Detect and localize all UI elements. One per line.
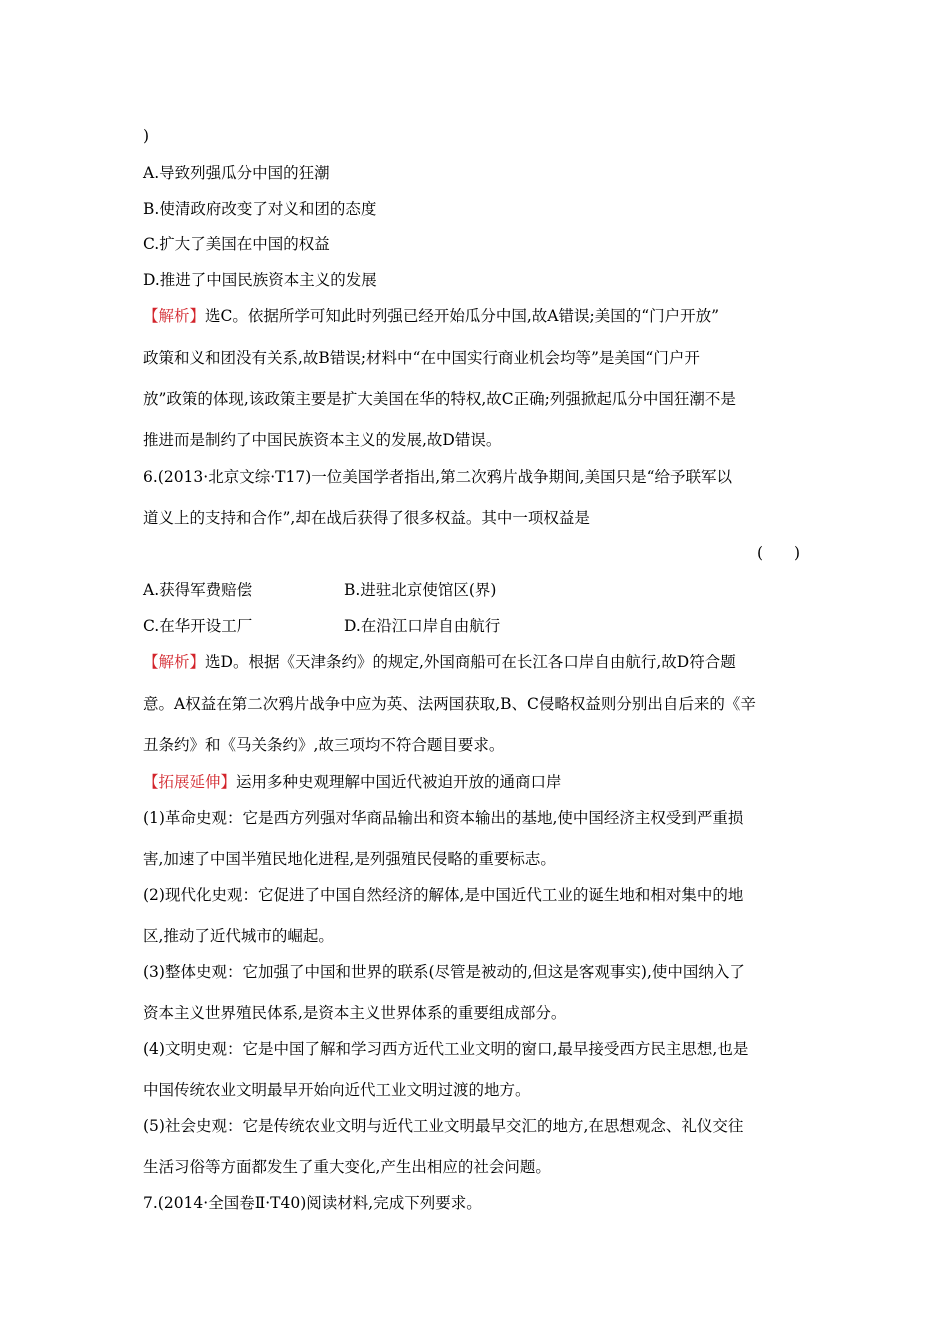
- q6-answer-bracket: ( ): [757, 544, 801, 562]
- q6-option-d: D.在沿江口岸自由航行: [344, 617, 501, 635]
- q6-extension-line-9: (5)社会史观：它是传统农业文明与近代工业文明最早交汇的地方,在思想观念、礼仪交往: [143, 1117, 744, 1135]
- q6-options-row-1: [143, 580, 813, 600]
- q5-analysis-text-1: 选C。依据所学可知此时列强已经开始瓜分中国,故A错误;美国的“门户开放”: [205, 307, 720, 325]
- q6-extension-line-5: (3)整体史观：它加强了中国和世界的联系(尽管是被动的,但这是客观事实),使中国纳入了: [143, 963, 745, 981]
- q6-analysis-text-1: 选D。根据《天津条约》的规定,外国商船可在长江各口岸自由航行,故D符合题: [205, 653, 736, 671]
- q6-extension-heading: [143, 772, 813, 792]
- q6-extension-title: 运用多种史观理解中国近代被迫开放的通商口岸: [236, 773, 562, 791]
- q6-extension-line-4: 区,推动了近代城市的崛起。: [143, 927, 334, 945]
- q6-extension-line-3: (2)现代化史观：它促进了中国自然经济的解体,是中国近代工业的诞生地和相对集中的地: [143, 886, 744, 904]
- q5-option-c: C.扩大了美国在中国的权益: [143, 235, 330, 253]
- q6-stem-line-2: 道义上的支持和合作”,却在战后获得了很多权益。其中一项权益是: [143, 509, 590, 527]
- q5-option-b: B.使清政府改变了对义和团的态度: [143, 200, 377, 218]
- q6-options-row-2: [143, 616, 813, 636]
- q5-analysis-tag: 【解析】: [143, 307, 206, 325]
- q6-extension-line-10: 生活习俗等方面都发生了重大变化,产生出相应的社会问题。: [143, 1158, 551, 1176]
- q6-analysis-line-2: 意。A权益在第二次鸦片战争中应为英、法两国获取,B、C侵略权益则分别出自后来的《辛: [143, 695, 756, 713]
- q5-analysis-line-2: 政策和义和团没有关系,故B错误;材料中“在中国实行商业机会均等”是美国“门户开: [143, 349, 700, 367]
- q5-option-a: A.导致列强瓜分中国的狂潮: [143, 164, 330, 182]
- q6-option-c: C.在华开设工厂: [143, 617, 253, 635]
- q6-analysis-line-3: 丑条约》和《马关条约》,故三项均不符合题目要求。: [143, 736, 505, 754]
- q5-option-d: D.推进了中国民族资本主义的发展: [143, 271, 377, 289]
- q6-stem-line-1: 6.(2013·北京文综·T17)一位美国学者指出,第二次鸦片战争期间,美国只是“给予联军以: [143, 468, 733, 486]
- q6-extension-line-7: (4)文明史观：它是中国了解和学习西方近代工业文明的窗口,最早接受西方民主思想,也是: [143, 1040, 749, 1058]
- q7-stem: 7.(2014·全国卷Ⅱ·T40)阅读材料,完成下列要求。: [143, 1194, 482, 1212]
- q6-extension-line-8: 中国传统农业文明最早开始向近代工业文明过渡的地方。: [143, 1081, 531, 1099]
- q6-analysis-tag: 【解析】: [143, 653, 206, 671]
- q6-extension-line-2: 害,加速了中国半殖民地化进程,是列强殖民侵略的重要标志。: [143, 850, 556, 868]
- q5-analysis-line-4: 推进而是制约了中国民族资本主义的发展,故D错误。: [143, 431, 502, 449]
- q6-option-a: A.获得军费赔偿: [143, 581, 253, 599]
- q6-extension-line-6: 资本主义世界殖民体系,是资本主义世界体系的重要组成部分。: [143, 1004, 567, 1022]
- q6-extension-tag: 【拓展延伸】: [143, 773, 237, 791]
- q6-option-b: B.进驻北京使馆区(界): [344, 581, 497, 599]
- q5-analysis-line-1: [143, 306, 813, 326]
- q5-bracket-close: ): [143, 127, 150, 145]
- q6-analysis-line-1: [143, 652, 813, 672]
- q6-extension-line-1: (1)革命史观：它是西方列强对华商品输出和资本输出的基地,使中国经济主权受到严重损: [143, 809, 744, 827]
- q5-analysis-line-3: 放”政策的体现,该政策主要是扩大美国在华的特权,故C正确;列强掀起瓜分中国狂潮不是: [143, 390, 736, 408]
